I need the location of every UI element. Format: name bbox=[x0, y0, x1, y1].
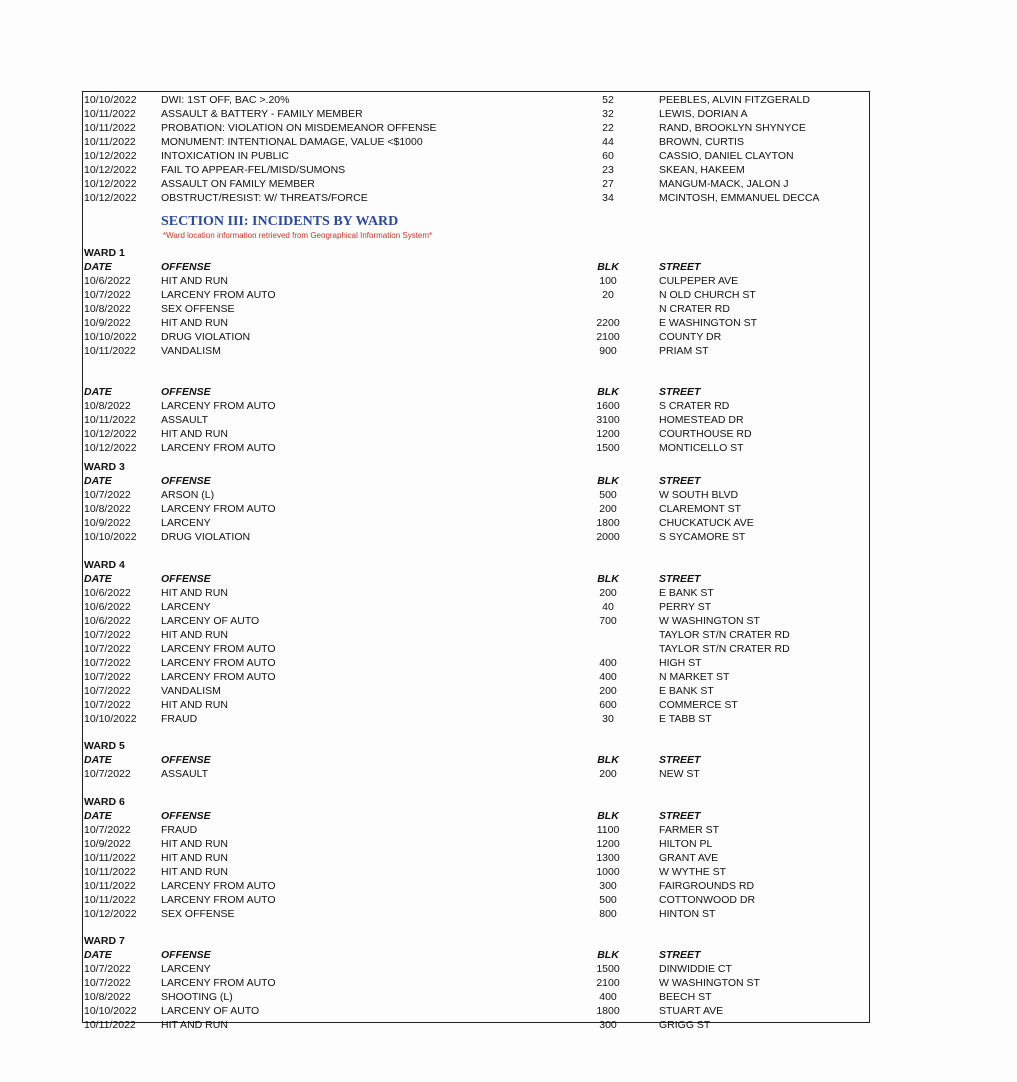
column-header-row bbox=[83, 948, 869, 962]
incident-offense: HIT AND RUN bbox=[161, 866, 228, 878]
incident-street: E WASHINGTON ST bbox=[659, 317, 758, 329]
arrest-age: 22 bbox=[602, 122, 614, 134]
incident-offense: SHOOTING (L) bbox=[161, 991, 233, 1003]
incident-blk: 100 bbox=[599, 275, 617, 287]
arrest-age: 27 bbox=[602, 178, 614, 190]
incident-date: 10/7/2022 bbox=[84, 685, 131, 697]
incident-street: E BANK ST bbox=[659, 587, 714, 599]
incident-offense: ASSAULT bbox=[161, 768, 209, 780]
incident-date: 10/7/2022 bbox=[84, 643, 131, 655]
incident-row bbox=[83, 698, 869, 712]
incident-row bbox=[83, 962, 869, 976]
street-header: STREET bbox=[659, 475, 701, 487]
incident-offense: VANDALISM bbox=[161, 345, 221, 357]
arrest-row bbox=[83, 163, 869, 177]
incident-street: TAYLOR ST/N CRATER RD bbox=[659, 643, 790, 655]
incident-offense: LARCENY OF AUTO bbox=[161, 615, 260, 627]
incident-blk: 3100 bbox=[596, 414, 620, 426]
incident-date: 10/7/2022 bbox=[84, 489, 131, 501]
incident-date: 10/12/2022 bbox=[84, 908, 137, 920]
incident-offense: SEX OFFENSE bbox=[161, 303, 235, 315]
arrest-name: CASSIO, DANIEL CLAYTON bbox=[659, 150, 794, 162]
street-header: STREET bbox=[659, 386, 701, 398]
incident-date: 10/11/2022 bbox=[84, 866, 136, 878]
incident-blk: 200 bbox=[599, 587, 617, 599]
arrest-row bbox=[83, 149, 869, 163]
arrest-date: 10/12/2022 bbox=[84, 164, 137, 176]
incident-blk: 500 bbox=[599, 489, 617, 501]
incident-date: 10/10/2022 bbox=[84, 331, 137, 343]
incident-row bbox=[83, 837, 869, 851]
incident-offense: HIT AND RUN bbox=[161, 275, 228, 287]
arrest-row bbox=[83, 135, 869, 149]
incident-street: CULPEPER AVE bbox=[659, 275, 739, 287]
incident-offense: DRUG VIOLATION bbox=[161, 531, 251, 543]
arrest-offense: DWI: 1ST OFF, BAC >.20% bbox=[161, 94, 290, 106]
arrest-row bbox=[83, 93, 869, 107]
offense-header: OFFENSE bbox=[161, 261, 211, 273]
incident-blk: 1200 bbox=[596, 838, 620, 850]
incident-row bbox=[83, 1004, 869, 1018]
incident-date: 10/6/2022 bbox=[84, 275, 131, 287]
incident-row bbox=[83, 600, 869, 614]
incident-street: CHUCKATUCK AVE bbox=[659, 517, 754, 529]
incident-blk: 2000 bbox=[596, 531, 620, 543]
incident-offense: HIT AND RUN bbox=[161, 428, 228, 440]
incident-offense: ARSON (L) bbox=[161, 489, 215, 501]
arrest-age: 52 bbox=[602, 94, 614, 106]
incident-offense: LARCENY FROM AUTO bbox=[161, 503, 276, 515]
arrest-age: 44 bbox=[602, 136, 614, 148]
incident-street: N CRATER RD bbox=[659, 303, 730, 315]
incident-street: HINTON ST bbox=[659, 908, 716, 920]
ward-label: WARD 6 bbox=[84, 796, 125, 808]
incident-row bbox=[83, 316, 869, 330]
incident-street: STUART AVE bbox=[659, 1005, 724, 1017]
incident-blk: 30 bbox=[602, 713, 614, 725]
street-header: STREET bbox=[659, 810, 701, 822]
ward-label: WARD 4 bbox=[84, 559, 125, 571]
incident-street: W SOUTH BLVD bbox=[659, 489, 739, 501]
incident-street: HIGH ST bbox=[659, 657, 702, 669]
incident-date: 10/7/2022 bbox=[84, 824, 131, 836]
arrest-offense: INTOXICATION IN PUBLIC bbox=[161, 150, 289, 162]
incident-offense: HIT AND RUN bbox=[161, 838, 228, 850]
incident-row bbox=[83, 628, 869, 642]
incident-street: HOMESTEAD DR bbox=[659, 414, 744, 426]
arrest-offense: ASSAULT ON FAMILY MEMBER bbox=[161, 178, 315, 190]
incident-blk: 400 bbox=[599, 657, 617, 669]
offense-header: OFFENSE bbox=[161, 475, 211, 487]
incident-street: W WASHINGTON ST bbox=[659, 615, 760, 627]
arrest-date: 10/11/2022 bbox=[84, 122, 136, 134]
incident-row bbox=[83, 516, 869, 530]
incident-date: 10/7/2022 bbox=[84, 629, 131, 641]
incident-offense: LARCENY bbox=[161, 963, 211, 975]
ward-label: WARD 3 bbox=[84, 461, 125, 473]
column-header-row bbox=[83, 474, 869, 488]
incident-street: COURTHOUSE RD bbox=[659, 428, 752, 440]
incident-blk: 1600 bbox=[596, 400, 620, 412]
incident-street: FARMER ST bbox=[659, 824, 720, 836]
incident-date: 10/11/2022 bbox=[84, 1019, 136, 1031]
arrest-row bbox=[83, 191, 869, 205]
offense-header: OFFENSE bbox=[161, 949, 211, 961]
arrest-offense: ASSAULT & BATTERY - FAMILY MEMBER bbox=[161, 108, 363, 120]
incident-offense: LARCENY FROM AUTO bbox=[161, 400, 276, 412]
incident-row bbox=[83, 344, 869, 358]
incident-row bbox=[83, 879, 869, 893]
arrest-offense: PROBATION: VIOLATION ON MISDEMEANOR OFFENSE bbox=[161, 122, 437, 134]
incident-row bbox=[83, 441, 869, 455]
incident-blk: 20 bbox=[602, 289, 614, 301]
incident-offense: HIT AND RUN bbox=[161, 852, 228, 864]
incident-blk: 600 bbox=[599, 699, 617, 711]
date-header: DATE bbox=[84, 261, 112, 273]
incident-date: 10/7/2022 bbox=[84, 699, 131, 711]
street-header: STREET bbox=[659, 754, 701, 766]
arrest-name: SKEAN, HAKEEM bbox=[659, 164, 745, 176]
incident-street: PERRY ST bbox=[659, 601, 712, 613]
arrest-row bbox=[83, 107, 869, 121]
incident-row bbox=[83, 823, 869, 837]
incident-date: 10/8/2022 bbox=[84, 400, 131, 412]
incident-row bbox=[83, 1018, 869, 1032]
ward-label: WARD 5 bbox=[84, 740, 125, 752]
blk-header: BLK bbox=[597, 475, 619, 487]
blk-header: BLK bbox=[597, 573, 619, 585]
incident-blk: 400 bbox=[599, 991, 617, 1003]
arrest-offense: MONUMENT: INTENTIONAL DAMAGE, VALUE <$1000 bbox=[161, 136, 423, 148]
incident-date: 10/9/2022 bbox=[84, 838, 131, 850]
incident-offense: LARCENY FROM AUTO bbox=[161, 289, 276, 301]
date-header: DATE bbox=[84, 949, 112, 961]
incident-date: 10/7/2022 bbox=[84, 289, 131, 301]
street-header: STREET bbox=[659, 261, 701, 273]
incident-date: 10/11/2022 bbox=[84, 852, 136, 864]
incident-street: S SYCAMORE ST bbox=[659, 531, 746, 543]
offense-header: OFFENSE bbox=[161, 754, 211, 766]
incident-date: 10/10/2022 bbox=[84, 713, 137, 725]
column-header-row bbox=[83, 385, 869, 399]
incident-street: CLAREMONT ST bbox=[659, 503, 742, 515]
incident-blk: 900 bbox=[599, 345, 617, 357]
incident-blk: 1800 bbox=[596, 1005, 620, 1017]
blk-header: BLK bbox=[597, 754, 619, 766]
incident-date: 10/6/2022 bbox=[84, 601, 131, 613]
incident-street: N OLD CHURCH ST bbox=[659, 289, 756, 301]
incident-blk: 500 bbox=[599, 894, 617, 906]
incident-offense: LARCENY FROM AUTO bbox=[161, 977, 276, 989]
incident-offense: HIT AND RUN bbox=[161, 699, 228, 711]
incident-date: 10/9/2022 bbox=[84, 517, 131, 529]
arrest-age: 34 bbox=[602, 192, 614, 204]
incident-blk: 300 bbox=[599, 880, 617, 892]
incident-date: 10/8/2022 bbox=[84, 991, 131, 1003]
incident-row bbox=[83, 399, 869, 413]
incident-blk: 1800 bbox=[596, 517, 620, 529]
incident-street: S CRATER RD bbox=[659, 400, 730, 412]
arrest-date: 10/12/2022 bbox=[84, 192, 137, 204]
ward-title bbox=[83, 460, 869, 474]
incident-offense: VANDALISM bbox=[161, 685, 221, 697]
column-header-row bbox=[83, 809, 869, 823]
incident-street: W WASHINGTON ST bbox=[659, 977, 760, 989]
incident-row bbox=[83, 767, 869, 781]
incident-street: COMMERCE ST bbox=[659, 699, 738, 711]
offense-header: OFFENSE bbox=[161, 810, 211, 822]
arrest-name: RAND, BROOKLYN SHYNYCE bbox=[659, 122, 806, 134]
incident-blk: 200 bbox=[599, 503, 617, 515]
arrest-date: 10/10/2022 bbox=[84, 94, 137, 106]
date-header: DATE bbox=[84, 386, 112, 398]
ward-title bbox=[83, 558, 869, 572]
incident-date: 10/6/2022 bbox=[84, 615, 131, 627]
incident-street: HILTON PL bbox=[659, 838, 713, 850]
incident-blk: 40 bbox=[602, 601, 614, 613]
arrest-offense: FAIL TO APPEAR-FEL/MISD/SUMONS bbox=[161, 164, 346, 176]
incident-date: 10/11/2022 bbox=[84, 414, 136, 426]
incident-offense: LARCENY FROM AUTO bbox=[161, 894, 276, 906]
incident-street: PRIAM ST bbox=[659, 345, 709, 357]
incident-street: E BANK ST bbox=[659, 685, 714, 697]
incident-offense: FRAUD bbox=[161, 713, 198, 725]
incident-row bbox=[83, 976, 869, 990]
incident-offense: ASSAULT bbox=[161, 414, 209, 426]
incident-offense: LARCENY FROM AUTO bbox=[161, 657, 276, 669]
incident-blk: 400 bbox=[599, 671, 617, 683]
incident-street: COTTONWOOD DR bbox=[659, 894, 756, 906]
blk-header: BLK bbox=[597, 949, 619, 961]
column-header-row bbox=[83, 260, 869, 274]
incident-blk: 2200 bbox=[596, 317, 620, 329]
incident-street: DINWIDDIE CT bbox=[659, 963, 732, 975]
incident-offense: FRAUD bbox=[161, 824, 198, 836]
incident-blk: 1500 bbox=[596, 963, 620, 975]
incident-row bbox=[83, 330, 869, 344]
ward-title bbox=[83, 246, 869, 260]
incident-street: FAIRGROUNDS RD bbox=[659, 880, 755, 892]
arrest-offense: OBSTRUCT/RESIST: W/ THREATS/FORCE bbox=[161, 192, 368, 204]
incident-row bbox=[83, 614, 869, 628]
date-header: DATE bbox=[84, 810, 112, 822]
arrest-name: MCINTOSH, EMMANUEL DECCA bbox=[659, 192, 820, 204]
incident-offense: HIT AND RUN bbox=[161, 1019, 228, 1031]
arrest-date: 10/11/2022 bbox=[84, 108, 136, 120]
incident-row bbox=[83, 670, 869, 684]
incident-street: NEW ST bbox=[659, 768, 700, 780]
incident-offense: SEX OFFENSE bbox=[161, 908, 235, 920]
incident-blk: 2100 bbox=[596, 331, 620, 343]
incident-row bbox=[83, 302, 869, 316]
incident-street: GRIGG ST bbox=[659, 1019, 711, 1031]
incident-row bbox=[83, 907, 869, 921]
incident-offense: HIT AND RUN bbox=[161, 587, 228, 599]
incident-row bbox=[83, 530, 869, 544]
incident-row bbox=[83, 274, 869, 288]
arrest-age: 60 bbox=[602, 150, 614, 162]
arrest-date: 10/11/2022 bbox=[84, 136, 136, 148]
section-title: SECTION III: INCIDENTS BY WARD bbox=[161, 214, 399, 229]
incident-offense: LARCENY OF AUTO bbox=[161, 1005, 260, 1017]
incident-row bbox=[83, 586, 869, 600]
date-header: DATE bbox=[84, 475, 112, 487]
incident-report-page bbox=[82, 91, 870, 1031]
incident-row bbox=[83, 684, 869, 698]
incident-offense: LARCENY FROM AUTO bbox=[161, 671, 276, 683]
incident-date: 10/7/2022 bbox=[84, 977, 131, 989]
blk-header: BLK bbox=[597, 261, 619, 273]
incident-blk: 200 bbox=[599, 685, 617, 697]
street-header: STREET bbox=[659, 949, 701, 961]
incident-row bbox=[83, 413, 869, 427]
incident-blk: 1200 bbox=[596, 428, 620, 440]
incident-date: 10/7/2022 bbox=[84, 671, 131, 683]
incident-blk: 200 bbox=[599, 768, 617, 780]
ward-title bbox=[83, 795, 869, 809]
incident-row bbox=[83, 288, 869, 302]
incident-blk: 1100 bbox=[596, 824, 620, 836]
incident-blk: 700 bbox=[599, 615, 617, 627]
incident-date: 10/9/2022 bbox=[84, 317, 131, 329]
incident-street: GRANT AVE bbox=[659, 852, 719, 864]
incident-row bbox=[83, 656, 869, 670]
arrest-name: LEWIS, DORIAN A bbox=[659, 108, 748, 120]
date-header: DATE bbox=[84, 573, 112, 585]
incident-offense: LARCENY FROM AUTO bbox=[161, 880, 276, 892]
incident-offense: DRUG VIOLATION bbox=[161, 331, 251, 343]
date-header: DATE bbox=[84, 754, 112, 766]
incident-blk: 1000 bbox=[596, 866, 620, 878]
incident-blk: 800 bbox=[599, 908, 617, 920]
incident-date: 10/11/2022 bbox=[84, 345, 136, 357]
ward-label: WARD 7 bbox=[84, 935, 125, 947]
incident-row bbox=[83, 427, 869, 441]
offense-header: OFFENSE bbox=[161, 573, 211, 585]
incident-date: 10/7/2022 bbox=[84, 768, 131, 780]
incident-row bbox=[83, 893, 869, 907]
blk-header: BLK bbox=[597, 810, 619, 822]
ward-title bbox=[83, 739, 869, 753]
incident-street: COUNTY DR bbox=[659, 331, 722, 343]
section-note: *Ward location information retrieved from Geographical Information System* bbox=[163, 231, 433, 240]
incident-date: 10/8/2022 bbox=[84, 303, 131, 315]
arrest-row bbox=[83, 121, 869, 135]
incident-date: 10/8/2022 bbox=[84, 503, 131, 515]
incident-date: 10/12/2022 bbox=[84, 442, 137, 454]
arrest-name: PEEBLES, ALVIN FITZGERALD bbox=[659, 94, 810, 106]
blk-header: BLK bbox=[597, 386, 619, 398]
incident-row bbox=[83, 990, 869, 1004]
incident-street: E TABB ST bbox=[659, 713, 712, 725]
incident-date: 10/10/2022 bbox=[84, 531, 137, 543]
incident-row bbox=[83, 865, 869, 879]
incident-offense: LARCENY FROM AUTO bbox=[161, 442, 276, 454]
incident-date: 10/12/2022 bbox=[84, 428, 137, 440]
incident-offense: HIT AND RUN bbox=[161, 317, 228, 329]
incident-row bbox=[83, 488, 869, 502]
incident-blk: 300 bbox=[599, 1019, 617, 1031]
arrest-row bbox=[83, 177, 869, 191]
incident-street: TAYLOR ST/N CRATER RD bbox=[659, 629, 790, 641]
incident-offense: LARCENY bbox=[161, 601, 211, 613]
incident-date: 10/6/2022 bbox=[84, 587, 131, 599]
incident-street: N MARKET ST bbox=[659, 671, 730, 683]
incident-blk: 1500 bbox=[596, 442, 620, 454]
incident-offense: LARCENY FROM AUTO bbox=[161, 643, 276, 655]
incident-blk: 1300 bbox=[596, 852, 620, 864]
column-header-row bbox=[83, 572, 869, 586]
incident-blk: 2100 bbox=[596, 977, 620, 989]
incident-offense: HIT AND RUN bbox=[161, 629, 228, 641]
incident-date: 10/11/2022 bbox=[84, 894, 136, 906]
arrest-age: 32 bbox=[602, 108, 614, 120]
arrest-date: 10/12/2022 bbox=[84, 150, 137, 162]
offense-header: OFFENSE bbox=[161, 386, 211, 398]
incident-date: 10/10/2022 bbox=[84, 1005, 137, 1017]
incident-street: MONTICELLO ST bbox=[659, 442, 744, 454]
incident-date: 10/7/2022 bbox=[84, 657, 131, 669]
incident-row bbox=[83, 851, 869, 865]
incident-street: BEECH ST bbox=[659, 991, 712, 1003]
column-header-row bbox=[83, 753, 869, 767]
ward-label: WARD 1 bbox=[84, 247, 125, 259]
incident-date: 10/7/2022 bbox=[84, 963, 131, 975]
incident-row bbox=[83, 502, 869, 516]
incident-row bbox=[83, 712, 869, 726]
incident-street: W WYTHE ST bbox=[659, 866, 727, 878]
arrest-name: MANGUM-MACK, JALON J bbox=[659, 178, 789, 190]
incident-date: 10/11/2022 bbox=[84, 880, 136, 892]
street-header: STREET bbox=[659, 573, 701, 585]
arrest-age: 23 bbox=[602, 164, 614, 176]
arrest-date: 10/12/2022 bbox=[84, 178, 137, 190]
ward-title bbox=[83, 934, 869, 948]
incident-row bbox=[83, 642, 869, 656]
incident-offense: LARCENY bbox=[161, 517, 211, 529]
arrest-name: BROWN, CURTIS bbox=[659, 136, 744, 148]
